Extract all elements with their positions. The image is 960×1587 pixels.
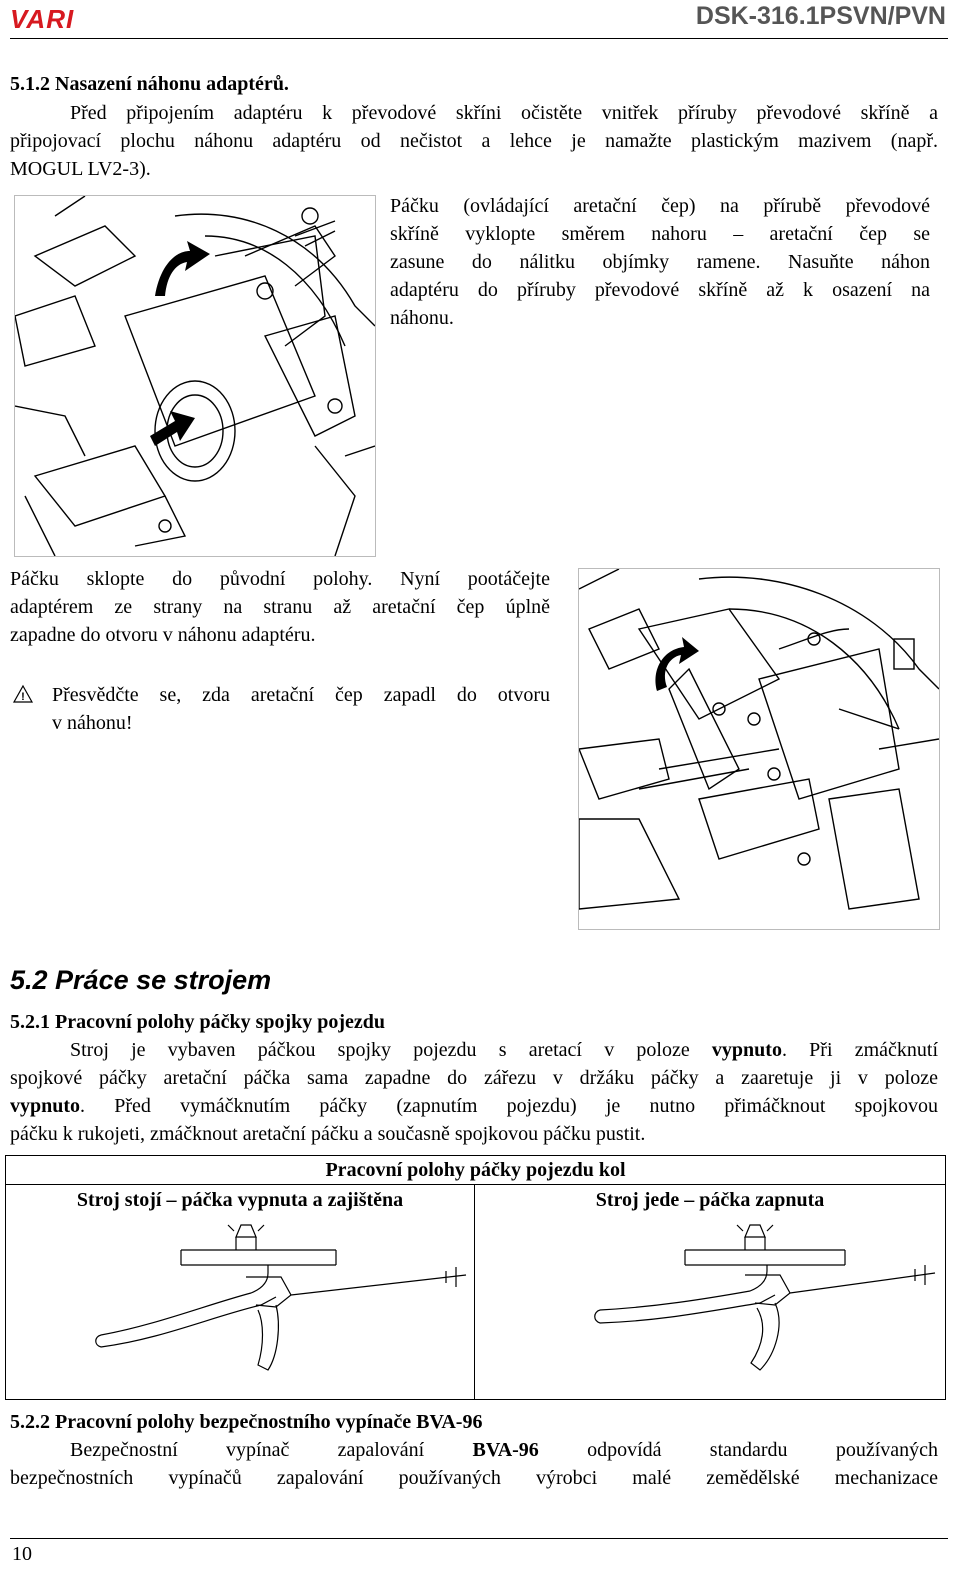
column-header-stopped: Stroj stojí – páčka vypnuta a zajištěna [76,1189,404,1211]
text-run: odpovídá standardu používaných [538,1439,938,1461]
warning-triangle-icon [12,684,34,704]
paragraph-line: adaptérem ze strany na stranu až aretační čep úplně [10,596,550,618]
header-rule [10,38,948,39]
warning-line: v náhonu! [52,712,133,734]
section-heading-5-2-2: 5.2.2 Pracovní polohy bezpečnostního vypínače BVA-96 [10,1411,483,1433]
text-run: Stroj je vybaven páčkou spojky pojezdu s aretací v poloze [70,1039,712,1061]
paragraph-line: MOGUL LV2-3). [10,158,151,180]
page-number: 10 [12,1543,32,1565]
paragraph-line: Páčku (ovládající aretační čep) na přírubě převodové [390,195,930,217]
column-header-running: Stroj jede – páčka zapnuta [595,1189,825,1211]
lever-off-drawing [6,1215,474,1395]
paragraph-line: zapadne do otvoru v náhonu adaptéru. [10,624,316,646]
paragraph-line [10,1036,938,1064]
text-run: . Při zmáčknutí [781,1039,939,1061]
section-heading-5-2-1: 5.2.1 Pracovní polohy páčky spojky pojezdu [10,1011,386,1033]
paragraph-line: bezpečnostních vypínačů zapalování používaných výrobci malé zemědělské mechanizace [10,1467,938,1489]
paragraph-line: spojkové páčky aretační páčka sama zapadne do zářezu v držáku páčky a zaaretuje ji v poloze [10,1067,938,1089]
table-column-stopped [6,1185,475,1399]
paragraph-line [10,1436,938,1464]
lever-on-drawing [475,1215,945,1395]
warning-line: Přesvědčte se, zda aretační čep zapadl do otvoru [52,684,550,706]
paragraph-line: Před připojením adaptéru k převodové skříni očistěte vnitřek příruby převodové skříně a [70,102,938,124]
text-run: Bezpečnostní vypínač zapalování [70,1439,473,1461]
section-heading-5-1-2: 5.1.2 Nasazení náhonu adaptérů. [10,73,289,95]
paragraph-line: náhonu. [390,307,454,329]
paragraph-line [10,1092,938,1120]
curved-arrow-icon [155,241,210,296]
section-heading-5-2: 5.2 Práce se strojem [10,965,272,995]
paragraph-line: skříně vyklopte směrem nahoru – aretační čep se [390,223,930,245]
paragraph-line: zasune do nálitku objímky ramene. Nasuňte náhon [390,251,930,273]
lever-positions-table [5,1155,946,1400]
figure-adapter-insertion-drawing [15,196,375,556]
figure-adapter-insertion [14,195,376,557]
table-title: Pracovní polohy páčky pojezdu kol [6,1156,945,1185]
figure-lever-lowered [578,568,940,930]
document-id: DSK-316.1PSVN/PVN [695,2,946,30]
vari-logo: VARI [10,4,75,34]
paragraph-line: adaptéru do příruby převodové skříně až k osazení na [390,279,930,301]
curved-arrow-icon [656,637,699,691]
figure-lever-lowered-drawing [579,569,939,929]
paragraph-line: páčku k rukojeti, zmáčknout aretační páčku a současně spojkovou páčku pustit. [10,1123,646,1145]
bold-term: vypnuto [10,1095,81,1117]
text-run: . Před vymáčknutím páčky (zapnutím pojezdu) je nutno přimáčknout spojkovou [80,1095,938,1117]
bold-term: BVA-96 [472,1439,539,1461]
footer-rule [10,1538,948,1539]
bold-term: vypnuto [711,1039,782,1061]
table-column-running [475,1185,945,1399]
paragraph-line: Páčku sklopte do původní polohy. Nyní pootáčejte [10,568,550,590]
svg-text:!: ! [21,691,25,703]
paragraph-line: připojovací plochu náhonu adaptéru od nečistot a lehce je namažte plastickým mazivem (např. [10,130,938,152]
